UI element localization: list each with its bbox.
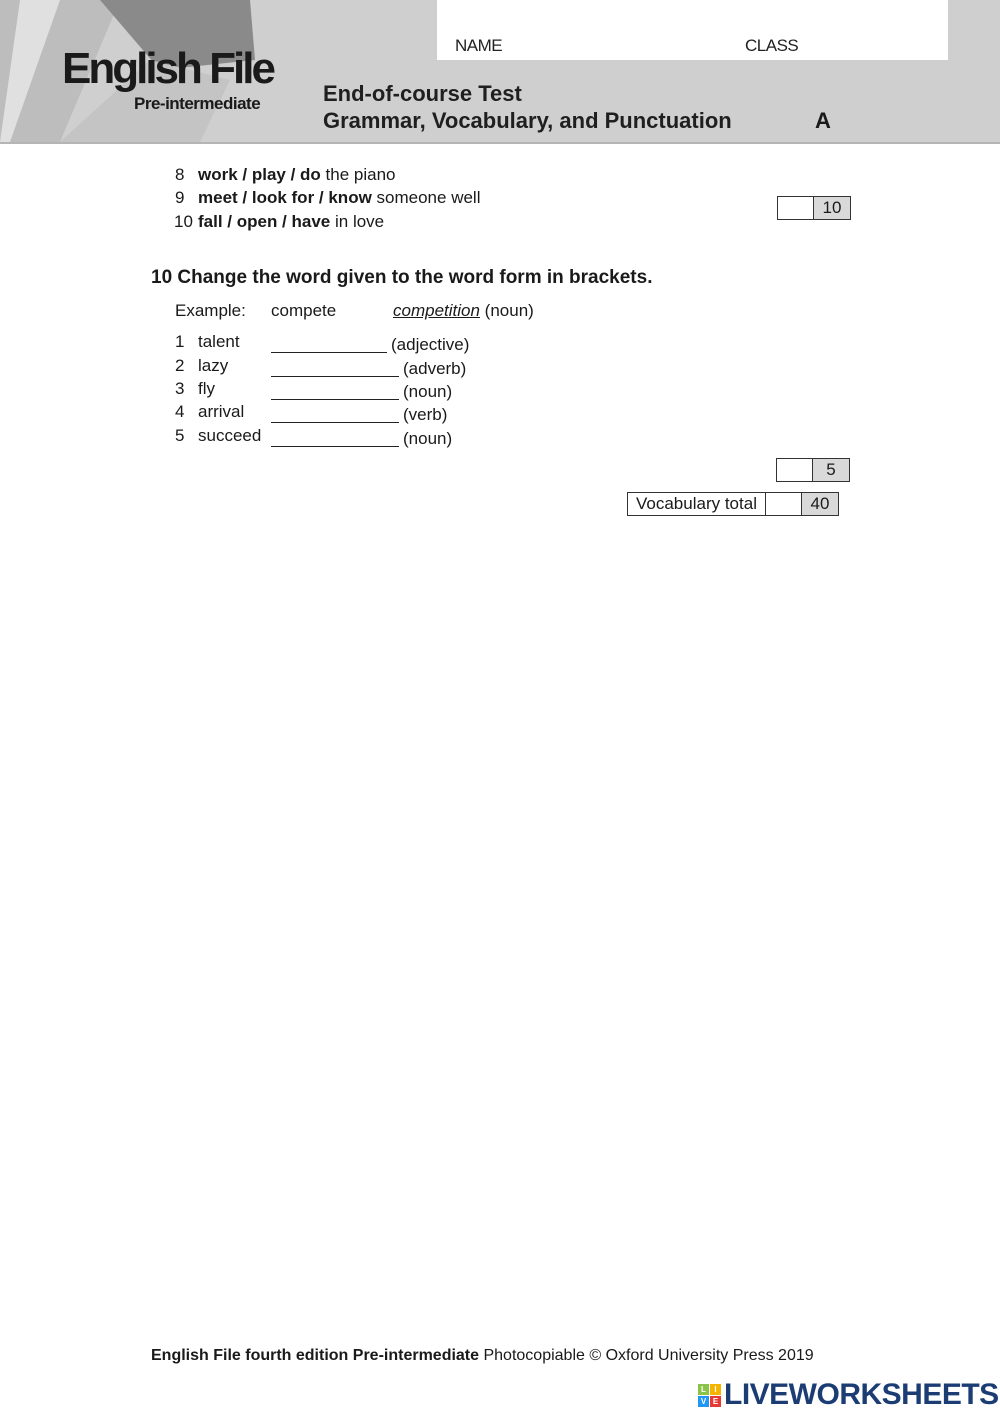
test-version: A bbox=[815, 108, 831, 133]
word-type: (noun) bbox=[403, 382, 453, 401]
list-item bbox=[198, 212, 384, 232]
footer-title: English File fourth edition Pre-intermediate bbox=[151, 1347, 480, 1364]
logo-title: English File bbox=[62, 44, 273, 93]
answer-input-3[interactable] bbox=[271, 379, 399, 400]
item-number: 8 bbox=[175, 165, 185, 184]
header-banner bbox=[0, 0, 1000, 144]
word-type: (adverb) bbox=[403, 359, 467, 378]
answer-input-4[interactable] bbox=[271, 402, 399, 423]
answer-row bbox=[271, 332, 469, 355]
item-number: 3 bbox=[175, 379, 185, 398]
footer-copyright bbox=[151, 1347, 814, 1365]
vocabulary-total-box bbox=[627, 492, 839, 516]
example-answer bbox=[393, 301, 534, 321]
list-item bbox=[198, 188, 480, 208]
item-text: someone well bbox=[371, 188, 481, 207]
logo-subtitle: Pre-intermediate bbox=[134, 94, 261, 113]
name-label: NAME bbox=[455, 36, 503, 55]
liveworksheets-logo bbox=[698, 1378, 999, 1412]
word-type: (noun) bbox=[403, 429, 453, 448]
example-type: (noun) bbox=[484, 301, 534, 320]
answer-input-5[interactable] bbox=[271, 426, 399, 447]
item-word: arrival bbox=[198, 402, 245, 421]
class-label: CLASS bbox=[745, 36, 799, 55]
answer-row bbox=[271, 402, 447, 425]
total-label: Vocabulary total bbox=[628, 493, 766, 515]
answer-input-1[interactable] bbox=[271, 332, 387, 353]
score-input[interactable] bbox=[777, 459, 813, 481]
score-input[interactable] bbox=[778, 197, 814, 219]
example-word: compete bbox=[271, 301, 337, 320]
item-text: the piano bbox=[320, 165, 396, 184]
max-score: 10 bbox=[814, 197, 850, 219]
total-max: 40 bbox=[802, 493, 838, 515]
item-number: 10 bbox=[174, 212, 193, 231]
word-type: (adjective) bbox=[391, 335, 470, 354]
answer-row bbox=[271, 379, 452, 402]
answer-row bbox=[271, 356, 466, 379]
footer-text: Photocopiable © Oxford University Press 2019 bbox=[479, 1347, 814, 1364]
item-number: 2 bbox=[175, 356, 185, 375]
answer-row bbox=[271, 426, 452, 449]
item-number: 4 bbox=[175, 402, 185, 421]
choices[interactable]: fall / open / have bbox=[198, 212, 331, 231]
item-number: 1 bbox=[175, 332, 185, 351]
answer-input-2[interactable] bbox=[271, 356, 399, 377]
score-box bbox=[776, 458, 850, 482]
logo-icon: L I V E bbox=[698, 1384, 721, 1407]
item-word: talent bbox=[198, 332, 240, 351]
item-text: in love bbox=[330, 212, 385, 231]
brand-text: LIVEWORKSHEETS bbox=[724, 1378, 999, 1411]
word-type: (verb) bbox=[403, 405, 448, 424]
item-word: lazy bbox=[198, 356, 229, 375]
name-class-box bbox=[437, 0, 948, 60]
total-input[interactable] bbox=[766, 493, 802, 515]
example-label: Example: bbox=[175, 301, 246, 320]
item-word: fly bbox=[198, 379, 215, 398]
item-number: 9 bbox=[175, 188, 185, 207]
section-heading: 10 Change the word given to the word form in brackets. bbox=[151, 267, 653, 288]
item-number: 5 bbox=[175, 426, 185, 445]
item-word: succeed bbox=[198, 426, 262, 445]
choices[interactable]: work / play / do bbox=[198, 165, 321, 184]
list-item bbox=[198, 165, 396, 185]
score-box bbox=[777, 196, 851, 220]
test-title: End-of-course Test bbox=[323, 81, 522, 106]
max-score: 5 bbox=[813, 459, 849, 481]
test-subtitle: Grammar, Vocabulary, and Punctuation bbox=[323, 108, 732, 133]
choices[interactable]: meet / look for / know bbox=[198, 188, 372, 207]
example-answer-text: competition bbox=[393, 301, 480, 320]
